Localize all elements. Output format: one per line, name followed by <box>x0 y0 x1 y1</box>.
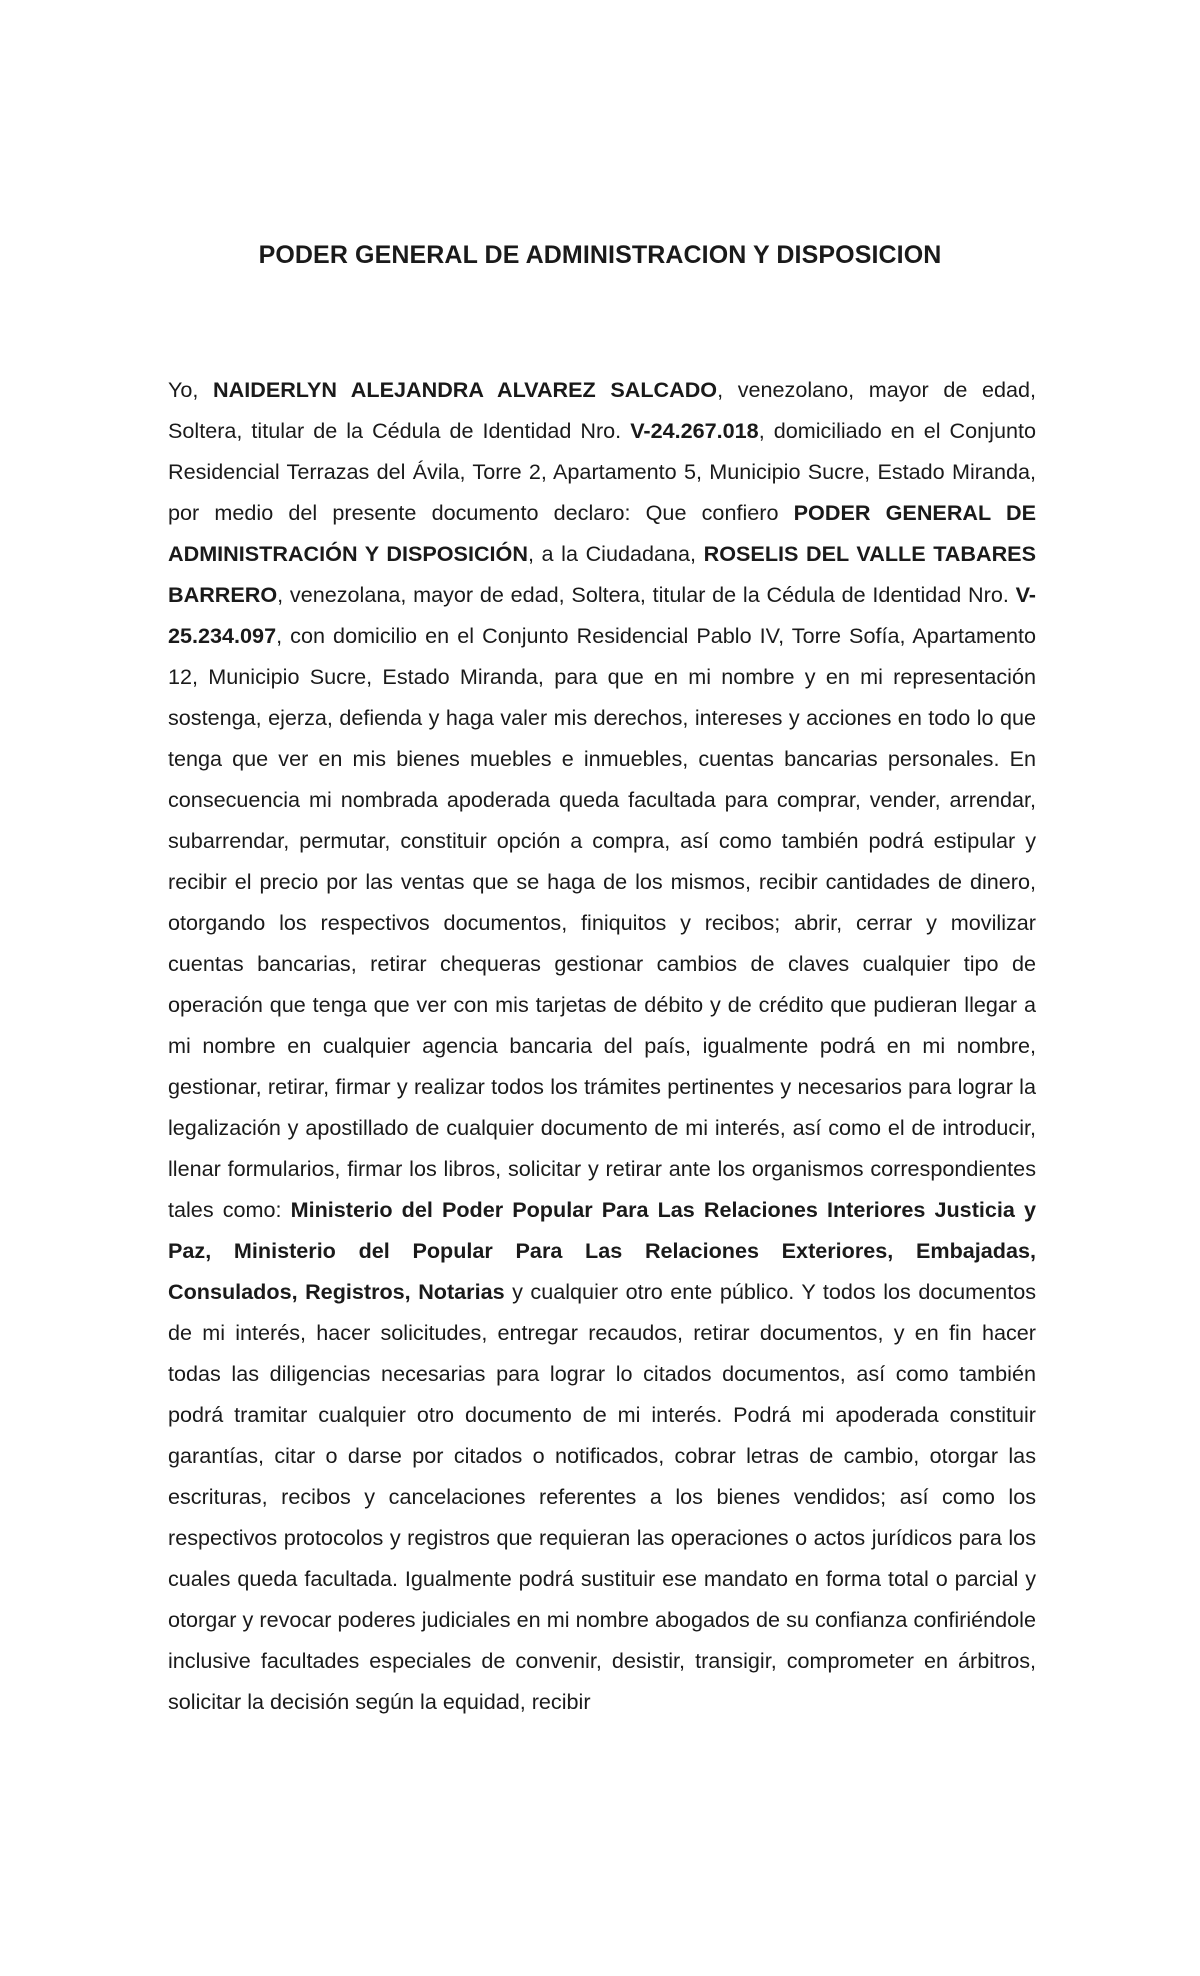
institutions-list: Ministerio del Poder Popular Para Las Relaciones Interiores Justicia y Paz, Ministerio del Popular Para Las Relaciones Exteriores, Embajadas, Consulados, Registros, Notarias <box>168 1196 1036 1304</box>
text-segment: , venezolano, mayor de edad, Soltera, titular de la Cédula de Identidad Nro. <box>168 376 1036 443</box>
text-segment: , a la Ciudadana, <box>527 540 704 566</box>
power-type: PODER GENERAL DE ADMINISTRACIÓN Y DISPOSICIÓN <box>168 499 1036 566</box>
document-title: PODER GENERAL DE ADMINISTRACION Y DISPOSICION <box>258 240 942 269</box>
grantor-name: NAIDERLYN ALEJANDRA ALVAREZ SALCADO <box>213 376 718 402</box>
text-segment: y cualquier otro ente público. Y todos los documentos de mi interés, hacer solicitudes, entregar recaudos, retirar documentos, y en fin hacer todas las diligencias necesarias para lograr lo citados documentos, así como también podrá tramitar cualquier otro documento de mi interés. Podrá mi apoderada constituir garantías, citar o darse por citados o notificados, cobrar letras de cambio, otorgar las escrituras, recibos y cancelaciones referentes a los bienes vendidos; así como los respectivos protocolos y registros que requieran las operaciones o actos jurídicos para los cuales queda facultada. Igualmente podrá sustituir ese mandato en forma total o parcial y otorgar y revocar poderes judiciales en mi nombre abogados de su confianza confiriéndole inclusive facultades especiales de convenir, desistir, transigir, comprometer en árbitros, solicitar la decisión según la equidad, recibir <box>168 1278 1036 1714</box>
attorney-name: ROSELIS DEL VALLE TABARES BARRERO <box>168 540 1036 607</box>
text-segment: , domiciliado en el Conjunto Residencial Terrazas del Ávila, Torre 2, Apartamento 5, Municipio Sucre, Estado Miranda, por medio del presente documento declaro: Que confiero <box>168 417 1036 525</box>
text-segment: , con domicilio en el Conjunto Residencial Pablo IV, Torre Sofía, Apartamento 12, Municipio Sucre, Estado Miranda, para que en mi nombre y en mi representación sostenga, ejerza, defienda y haga valer mis derechos, intereses y acciones en todo lo que tenga que ver en mis bienes muebles e inmuebles, cuentas bancarias personales. En consecuencia mi nombrada apoderada queda facultada para comprar, vender, arrendar, subarrendar, permutar, constituir opción a compra, así como también podrá estipular y recibir el precio por las ventas que se haga de los mismos, recibir cantidades de dinero, otorgando los respectivos documentos, finiquitos y recibos; abrir, cerrar y movilizar cuentas bancarias, retirar chequeras gestionar cambios de claves cualquier tipo de operación que tenga que ver con mis tarjetas de débito y de crédito que pudieran llegar a mi nombre en cualquier agencia bancaria del país, igualmente podrá en mi nombre, gestionar, retirar, firmar y realizar todos los trámites pertinentes y necesarios para lograr la legalización y apostillado de cualquier documento de mi interés, así como el de introducir, llenar formularios, firmar los libros, solicitar y retirar ante los organismos correspondientes tales como: <box>168 622 1036 1222</box>
grantor-id-number: V-24.267.018 <box>630 417 759 443</box>
attorney-id-number: V-25.234.097 <box>168 581 1036 648</box>
text-segment: Yo, <box>168 376 214 402</box>
document-body-paragraph <box>168 369 1036 1722</box>
text-segment: , venezolana, mayor de edad, Soltera, titular de la Cédula de Identidad Nro. <box>277 581 1016 607</box>
